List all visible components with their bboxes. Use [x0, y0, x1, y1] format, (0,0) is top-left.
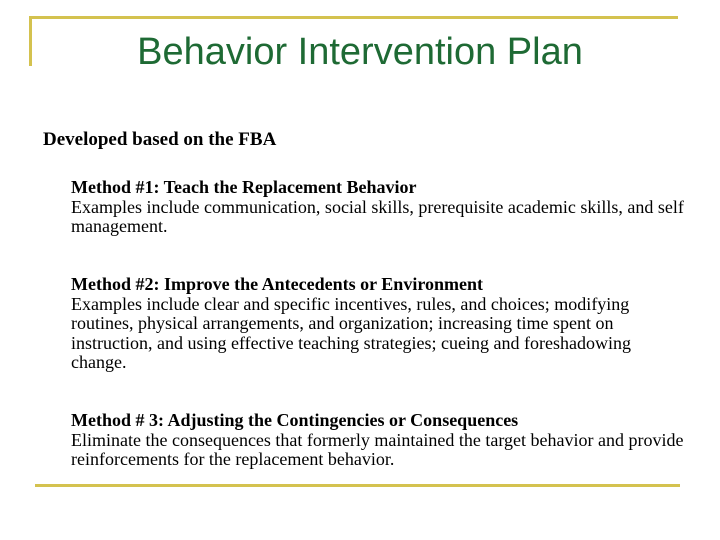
frame-top-rule [29, 16, 678, 19]
frame-bottom-rule [35, 484, 680, 487]
method-3-block [71, 411, 686, 470]
method-1-heading: Method #1: Teach the Replacement Behavior [71, 177, 417, 197]
method-1-block [71, 178, 686, 237]
method-2-description: Examples include clear and specific incentives, rules, and choices; modifying routines, physical arrangements, and organization; increasing time spent on instruction, and using effective teaching strategies; cueing and foreshadowing change. [71, 293, 631, 372]
slide-title: Behavior Intervention Plan [137, 31, 583, 73]
method-3-heading: Method # 3: Adjusting the Contingencies or Consequences [71, 410, 519, 430]
method-1-description: Examples include communication, social skills, prerequisite academic skills, and self management. [71, 196, 684, 236]
method-3-description: Eliminate the consequences that formerly maintained the target behavior and provide reinforcements for the replacement behavior. [71, 429, 684, 469]
method-2-heading: Method #2: Improve the Antecedents or Environment [71, 274, 483, 294]
method-2-block [71, 275, 686, 373]
slide-subtitle: Developed based on the FBA [43, 129, 277, 150]
